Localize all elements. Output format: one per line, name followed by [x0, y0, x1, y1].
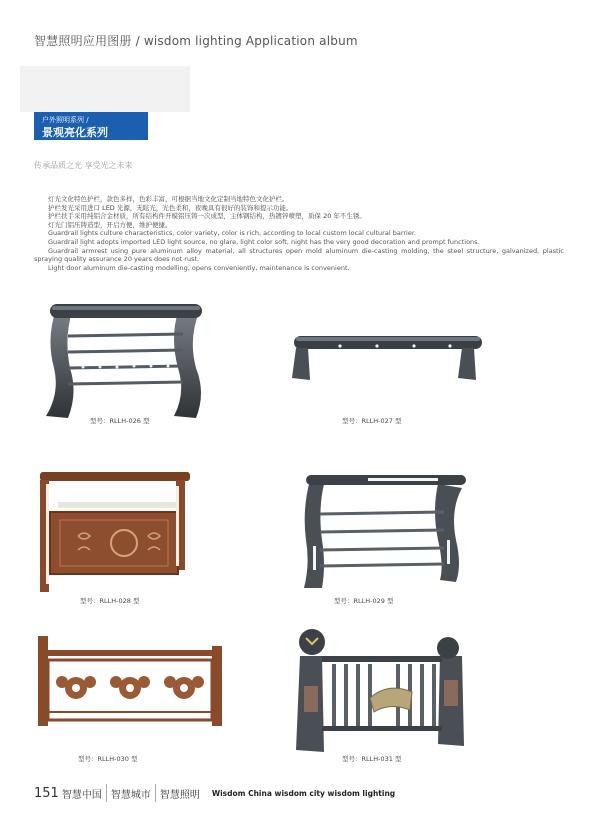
- footer-brand-lighting: 智慧照明: [159, 789, 200, 801]
- desc-cn-4: 灯光门铝压铸造型，开启方便，维护便捷。: [48, 220, 172, 229]
- banner-title: 景观亮化系列: [42, 126, 108, 139]
- guardrail-027-image: [284, 328, 486, 384]
- desc-en-1: Guardrail lights culture characteristics, color variety, color is rich, according to local custom local cultural barrier.: [48, 229, 416, 238]
- caption-028: 型号：RLLH-028 型: [80, 597, 140, 605]
- guardrail-026-image: [38, 298, 208, 428]
- footer-english: Wisdom China wisdom city wisdom lighting: [211, 788, 396, 798]
- caption-027: 型号：RLLH-027 型: [342, 417, 402, 425]
- footer-brand-city: 智慧城市: [110, 789, 151, 801]
- page-number: 151: [34, 785, 59, 801]
- slogan: 传承品质之光 享受光之未来: [34, 161, 133, 170]
- guardrail-030-image: [34, 632, 226, 730]
- footer-brand-china: 智慧中国: [61, 789, 102, 801]
- desc-en-2: Guardrail light adopts imported LED light source, no glare, light color soft, night has the very good decoration and prompt functions.: [48, 237, 480, 246]
- caption-026: 型号：RLLH-026 型: [90, 417, 150, 425]
- footer-divider: [106, 784, 107, 802]
- desc-cn-3: 护栏扶手采用纯铝合金材质，所有结构件开模铝压铸一次成型，主体钢结构，热镀锌喷塑，质保 20 年不生锈。: [48, 212, 366, 221]
- series-banner: [34, 112, 148, 140]
- caption-029: 型号：RLLH-029 型: [334, 597, 394, 605]
- page-header-title: 智慧照明应用图册 / wisdom lighting Application album: [34, 34, 358, 48]
- guardrail-028-image: [36, 466, 192, 594]
- caption-030: 型号：RLLH-030 型: [78, 755, 138, 763]
- caption-031: 型号：RLLH-031 型: [342, 755, 402, 763]
- banner-category: 户外照明系列 /: [42, 116, 89, 124]
- page-footer: [34, 782, 395, 804]
- guardrail-031-image: [288, 626, 470, 754]
- desc-en-4: Light door aluminum die-casting modelling, opens conveniently, maintenance is convenient.: [48, 263, 350, 272]
- footer-divider: [155, 784, 156, 802]
- desc-en-3: Guardrail armrest using pure aluminum alloy material, all structures open mold aluminum die-casting molding, the steel structure, galvanized, plastic spraying quality assurance 20 years does not rust.: [34, 246, 564, 264]
- desc-cn-2: 护栏发光采用进口 LED 光源，无眩光，光色柔和，夜晚具有很好的装饰和提示功能。: [48, 203, 293, 212]
- description-block: [34, 195, 564, 272]
- banner-backdrop: [20, 66, 190, 112]
- guardrail-029-image: [292, 470, 470, 592]
- desc-cn-1: 灯光文化特色护栏，款色多样，色彩丰富，可根据当地文化定制当地特色文化护栏。: [48, 195, 289, 203]
